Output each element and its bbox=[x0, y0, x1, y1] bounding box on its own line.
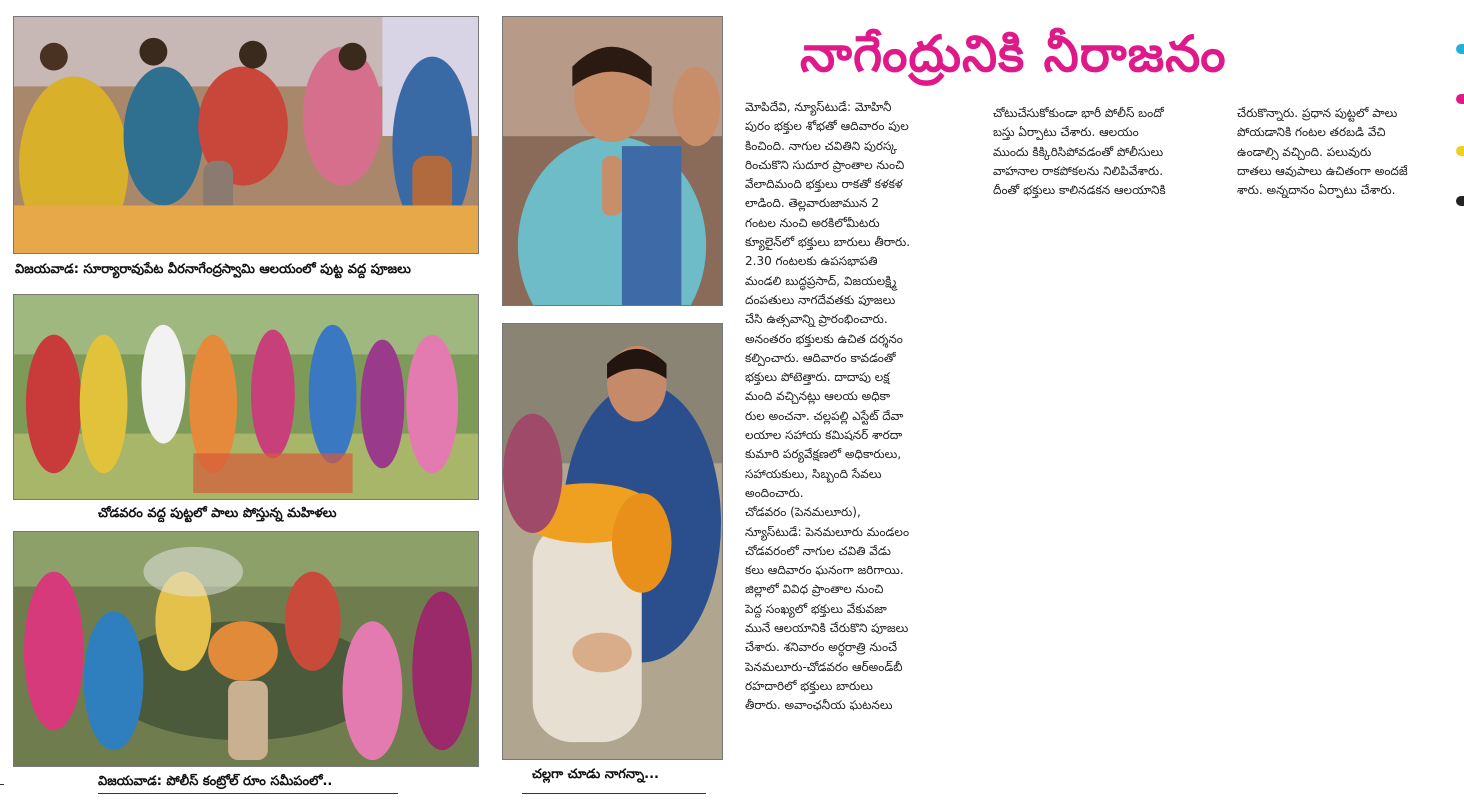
article-line: మండలి బుద్ధప్రసాద్, విజయలక్ష్మి bbox=[745, 273, 897, 288]
article-line: వేలాదిమంది భక్తులు రాకతో కళకళ bbox=[745, 177, 903, 192]
article-line: శారు. అన్నదానం ఏర్పాటు చేశారు. bbox=[1237, 183, 1396, 198]
photo-caption-5: చల్లగా చూడు నాగన్నా... bbox=[532, 767, 659, 782]
article-line: పెద్ద సంఖ్యలో భక్తులు వేకువజా bbox=[745, 601, 887, 616]
article-line: భక్తులు పోటెత్తారు. దాదాపు లక్ష bbox=[745, 370, 890, 385]
article-line: చేసి ఉత్సవాన్ని ప్రారంభించారు. bbox=[745, 312, 888, 327]
article-line: దాతలు ఆవుపాలు ఉచితంగా అందజే bbox=[1237, 163, 1408, 178]
article-line: అనంతరం భక్తులకు ఉచిత దర్శనం bbox=[745, 331, 903, 346]
article-line: దీంతో భక్తులు కాలినడకన ఆలయానికి bbox=[993, 183, 1166, 198]
bottom-left-tick bbox=[0, 784, 4, 785]
article-line: చోటుచేసుకోకుండా భారీ పోలీస్ బందో bbox=[993, 106, 1164, 120]
photo-praying-girl-image bbox=[503, 17, 722, 305]
photo-chodavaram-women bbox=[13, 294, 479, 500]
article-line: మోపిదేవి, న్యూస్‌టుడే: మోహినీ bbox=[745, 100, 892, 114]
article-line: వాహనాల రాకపోకలను నిలిపివేశారు. bbox=[993, 163, 1164, 178]
photo-chodavaram-image bbox=[14, 295, 478, 499]
article-line: కించింది. నాగుల చవితిని పురస్క bbox=[745, 138, 898, 153]
photo-praying-girl bbox=[502, 16, 723, 306]
article-line: ఉండాల్సి వచ్చింది. పలువురు bbox=[1237, 144, 1372, 159]
article-line: బస్తు ఏర్పాటు చేశారు. ఆలయం bbox=[993, 125, 1139, 140]
photo-caption-1: విజయవాడ: సూర్యారావుపేట వీరనాగేంద్రస్వామి ఆలయంలో పుట్ట వద్ద పూజలు bbox=[15, 262, 411, 277]
photo-putta-pujalu bbox=[13, 16, 479, 254]
color-marker-magenta bbox=[1456, 94, 1464, 104]
photo-putta-pujalu-image bbox=[14, 17, 478, 253]
article-line: కుమారి పర్యవేక్షణలో అధికారులు, bbox=[745, 447, 902, 462]
article-line: 2.30 గంటలకు ఉపసభాపతి bbox=[745, 254, 878, 269]
article-line: లాడింది. తెల్లవారుజామున 2 bbox=[745, 196, 880, 211]
color-marker-yellow bbox=[1456, 146, 1464, 156]
article-line: జిల్లాలో వివిధ ప్రాంతాల నుంచి bbox=[745, 582, 884, 597]
article-line: ముందు కిక్కిరిసిపోవడంతో పోలీసులు bbox=[993, 144, 1164, 159]
article-column-2 bbox=[993, 104, 1213, 200]
color-marker-cyan bbox=[1456, 44, 1464, 54]
photo-challaga-chudu-image bbox=[503, 324, 722, 759]
article-line: న్యూస్‌టుడే: పెనమలూరు మండలం bbox=[745, 524, 910, 539]
article-column-3 bbox=[1237, 104, 1447, 200]
photo-challaga-chudu bbox=[502, 323, 723, 760]
article-line: రించుకొని సుదూర ప్రాంతాల నుంచి bbox=[745, 157, 905, 172]
article-line: చేశారు. శనివారం అర్ధరాత్రి నుంచే bbox=[745, 640, 898, 655]
article-line: చోడవరం (పెనమలూరు), bbox=[745, 505, 861, 520]
article-line: కల్పించారు. ఆదివారం కావడంతో bbox=[745, 350, 896, 365]
article-line: పెనమలూరు-చోడవరం ఆర్‌అండ్‌బీ bbox=[745, 659, 903, 674]
article-line: మునే ఆలయానికి చేరుకొని పూజలు bbox=[745, 621, 909, 636]
article-column-1 bbox=[745, 98, 957, 716]
photo-police-control-room bbox=[13, 531, 479, 767]
article-line: చోడవరంలో నాగుల చవితి వేడు bbox=[745, 543, 891, 558]
caption-5-underline bbox=[522, 793, 706, 794]
article-line: రుల అంచనా. చల్లపల్లి ఎస్టేట్ దేవా bbox=[745, 408, 904, 423]
article-line: తీరారు. అవాంఛనీయ ఘటనలు bbox=[745, 698, 893, 713]
article-line: పురం భక్తుల శోభతో ఆదివారం పుల bbox=[745, 119, 909, 134]
headline: నాగేంద్రునికి నీరాజనం bbox=[800, 25, 1227, 83]
article-line: లయాల సహాయ కమిషనర్ శారదా bbox=[745, 428, 903, 443]
article-line: సహాయకులు, సిబ్బంది సేవలు bbox=[745, 466, 882, 481]
caption-3-underline bbox=[98, 793, 398, 794]
article-line: అందించారు. bbox=[745, 485, 804, 500]
photo-caption-2: చోడవరం వద్ద పుట్టలో పాలు పోస్తున్న మహిళలు bbox=[98, 506, 337, 521]
article-line: క్యూలైన్‌లో భక్తులు బారులు తీరారు. bbox=[745, 235, 911, 250]
photo-police-control-room-image bbox=[14, 532, 478, 766]
article-line: చేరుకొన్నారు. ప్రధాన పుట్టలో పాలు bbox=[1237, 106, 1398, 120]
article-line: రహదారిలో భక్తులు బారులు bbox=[745, 678, 873, 693]
color-marker-black bbox=[1456, 196, 1464, 206]
article-line: గంటల నుంచి అరకిలోమీటరు bbox=[745, 215, 880, 230]
article-line: కలు ఆదివారం ఘనంగా జరిగాయి. bbox=[745, 563, 904, 578]
article-line: పోయడానికి గంటల తరబడి వేచి bbox=[1237, 125, 1386, 140]
article-line: మంది వచ్చినట్లు ఆలయ అధికా bbox=[745, 389, 891, 404]
article-line: దంపతులు నాగదేవతకు పూజలు bbox=[745, 292, 896, 307]
photo-caption-3: విజయవాడ: పోలీస్ కంట్రోల్ రూం సమీపంలో.. bbox=[98, 774, 333, 789]
